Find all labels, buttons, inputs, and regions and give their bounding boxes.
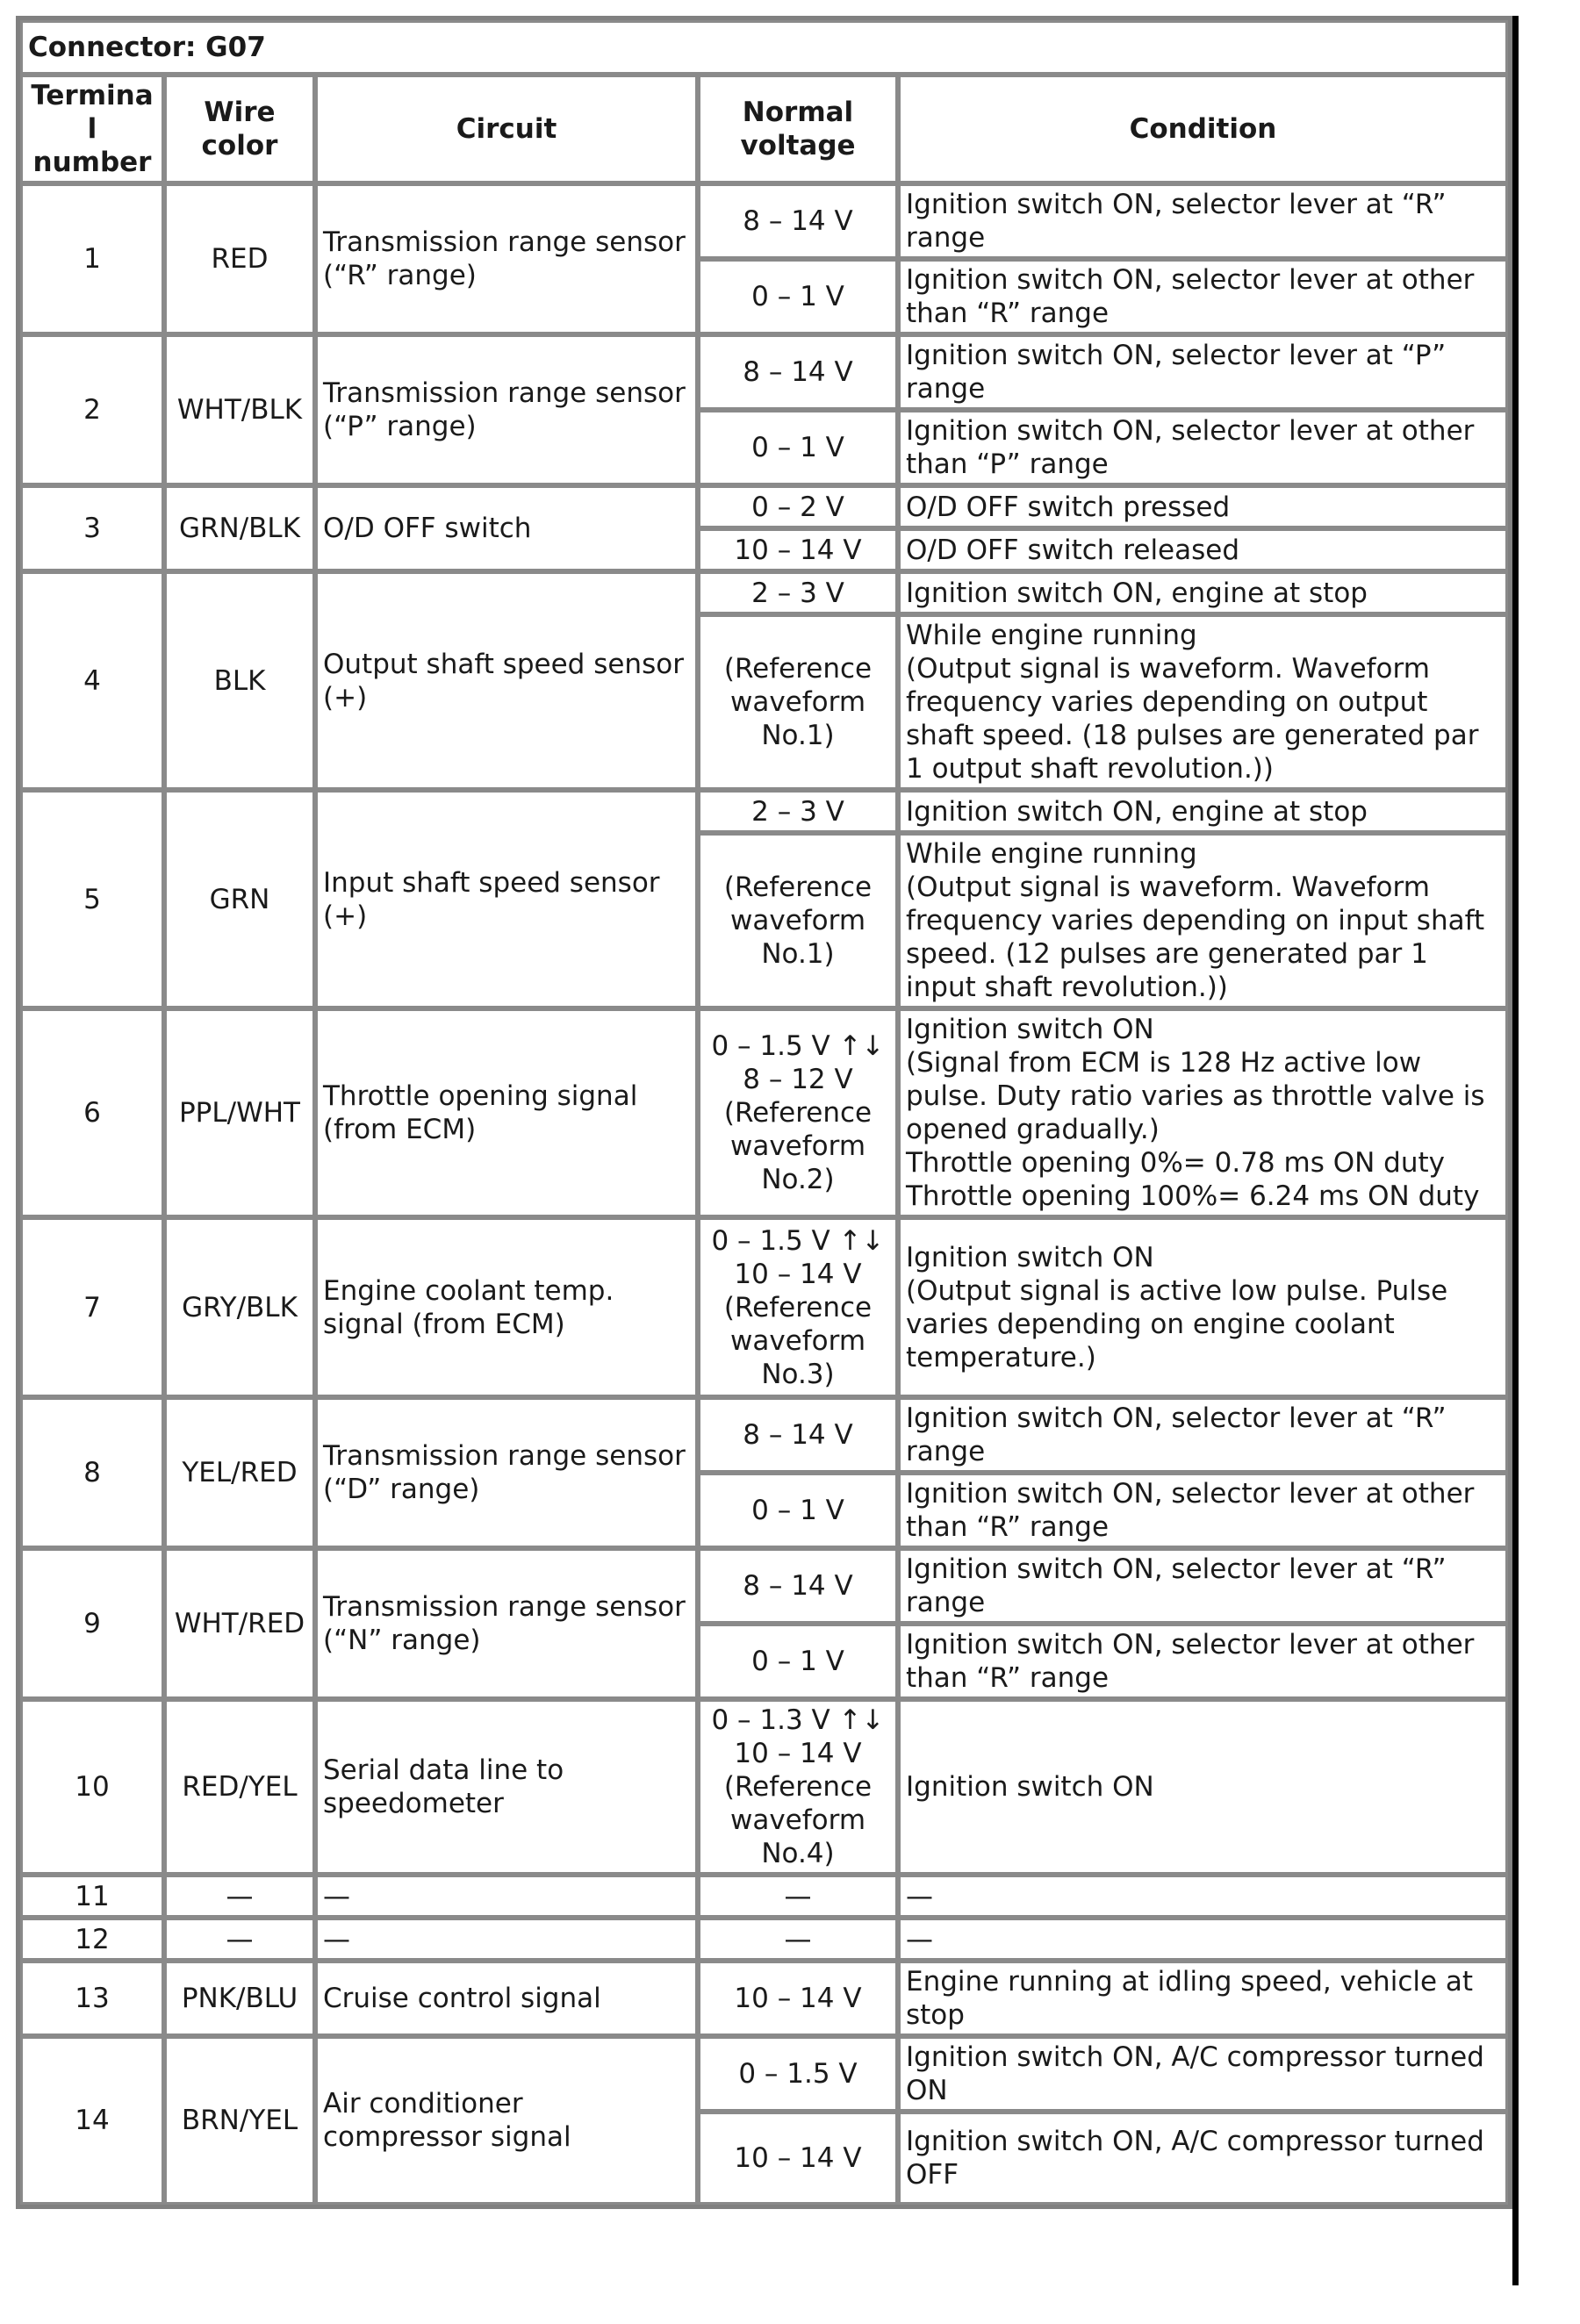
table-row: [20, 1875, 1508, 1918]
wire-color-cell: RED: [164, 183, 315, 334]
voltage-cell: 2 – 3 V: [698, 571, 898, 614]
terminal-cell: 3: [20, 485, 164, 571]
terminal-cell: 5: [20, 790, 164, 1008]
table-row: [20, 1918, 1508, 1961]
connector-table: [16, 16, 1512, 2209]
wire-color-cell: —: [164, 1875, 315, 1918]
condition-cell: Ignition switch ON, engine at stop: [898, 790, 1508, 833]
table-row: [20, 1397, 1508, 1473]
wire-color-cell: GRY/BLK: [164, 1217, 315, 1397]
voltage-cell: 8 – 14 V: [698, 1397, 898, 1473]
voltage-cell: 8 – 14 V: [698, 1548, 898, 1624]
table-row: [20, 1699, 1508, 1875]
table-body: [20, 183, 1508, 2205]
wire-color-cell: —: [164, 1918, 315, 1961]
wire-color-cell: BLK: [164, 571, 315, 790]
circuit-cell: Cruise control signal: [315, 1961, 698, 2036]
terminal-cell: 9: [20, 1548, 164, 1699]
condition-cell: Ignition switch ON, selector lever at other than “P” range: [898, 410, 1508, 485]
voltage-cell: (Reference waveform No.1): [698, 833, 898, 1008]
condition-cell: O/D OFF switch pressed: [898, 485, 1508, 528]
circuit-cell: Transmission range sensor (“N” range): [315, 1548, 698, 1699]
voltage-cell: 0 – 1.5 V ↑↓ 10 – 14 V (Reference waveform No.3): [698, 1217, 898, 1397]
voltage-cell: 8 – 14 V: [698, 183, 898, 259]
condition-cell: —: [898, 1918, 1508, 1961]
voltage-cell: 10 – 14 V: [698, 1961, 898, 2036]
terminal-cell: 4: [20, 571, 164, 790]
condition-cell: Ignition switch ON (Signal from ECM is 128 Hz active low pulse. Duty ratio varies as throttle valve is opened gradually.) Throttle opening 0%= 0.78 ms ON duty Throttle opening 100%= 6.24 ms ON duty: [898, 1008, 1508, 1217]
condition-cell: O/D OFF switch released: [898, 528, 1508, 571]
terminal-cell: 8: [20, 1397, 164, 1548]
table-row: [20, 334, 1508, 410]
circuit-cell: Input shaft speed sensor (+): [315, 790, 698, 1008]
wire-color-cell: WHT/RED: [164, 1548, 315, 1699]
circuit-cell: O/D OFF switch: [315, 485, 698, 571]
voltage-cell: 0 – 2 V: [698, 485, 898, 528]
voltage-cell: 0 – 1 V: [698, 1473, 898, 1548]
table-row: [20, 2036, 1508, 2112]
voltage-cell: 0 – 1.3 V ↑↓ 10 – 14 V (Reference waveform No.4): [698, 1699, 898, 1875]
circuit-cell: Engine coolant temp. signal (from ECM): [315, 1217, 698, 1397]
voltage-cell: 0 – 1.5 V: [698, 2036, 898, 2112]
header-circuit: Circuit: [315, 75, 698, 183]
table-row: [20, 571, 1508, 614]
condition-cell: While engine running (Output signal is waveform. Waveform frequency varies depending on input shaft speed. (12 pulses are generated par 1 input shaft revolution.)): [898, 833, 1508, 1008]
wire-color-cell: PPL/WHT: [164, 1008, 315, 1217]
header-normal-voltage: Normal voltage: [698, 75, 898, 183]
table-row: [20, 1961, 1508, 2036]
table-row: [20, 485, 1508, 528]
voltage-cell: —: [698, 1875, 898, 1918]
wire-color-cell: RED/YEL: [164, 1699, 315, 1875]
condition-cell: Ignition switch ON, A/C compressor turned OFF: [898, 2112, 1508, 2205]
condition-cell: Ignition switch ON, selector lever at “R” range: [898, 1548, 1508, 1624]
wire-color-cell: BRN/YEL: [164, 2036, 315, 2205]
voltage-cell: 0 – 1 V: [698, 410, 898, 485]
terminal-cell: 7: [20, 1217, 164, 1397]
wire-color-cell: WHT/BLK: [164, 334, 315, 485]
voltage-cell: 2 – 3 V: [698, 790, 898, 833]
table-row: [20, 790, 1508, 833]
terminal-cell: 10: [20, 1699, 164, 1875]
header-condition: Condition: [898, 75, 1508, 183]
table-row: [20, 183, 1508, 259]
voltage-cell: (Reference waveform No.1): [698, 614, 898, 790]
circuit-cell: Transmission range sensor (“R” range): [315, 183, 698, 334]
terminal-cell: 12: [20, 1918, 164, 1961]
header-wire-color: Wire color: [164, 75, 315, 183]
connector-title: Connector: G07: [20, 20, 1508, 75]
voltage-cell: 10 – 14 V: [698, 528, 898, 571]
connector-table-sheet: [16, 16, 1512, 2209]
circuit-cell: Transmission range sensor (“D” range): [315, 1397, 698, 1548]
condition-cell: Ignition switch ON, engine at stop: [898, 571, 1508, 614]
terminal-cell: 11: [20, 1875, 164, 1918]
wire-color-cell: PNK/BLU: [164, 1961, 315, 2036]
wire-color-cell: GRN: [164, 790, 315, 1008]
terminal-cell: 2: [20, 334, 164, 485]
terminal-cell: 6: [20, 1008, 164, 1217]
table-row: [20, 1008, 1508, 1217]
condition-cell: Ignition switch ON, A/C compressor turned ON: [898, 2036, 1508, 2112]
terminal-cell: 1: [20, 183, 164, 334]
condition-cell: Ignition switch ON, selector lever at “R” range: [898, 183, 1508, 259]
header-terminal-number: Terminal number: [20, 75, 164, 183]
circuit-cell: Serial data line to speedometer: [315, 1699, 698, 1875]
voltage-cell: 10 – 14 V: [698, 2112, 898, 2205]
circuit-cell: Throttle opening signal (from ECM): [315, 1008, 698, 1217]
condition-cell: Ignition switch ON (Output signal is active low pulse. Pulse varies depending on engine coolant temperature.): [898, 1217, 1508, 1397]
circuit-cell: Air conditioner compressor signal: [315, 2036, 698, 2205]
table-row: [20, 1548, 1508, 1624]
wire-color-cell: YEL/RED: [164, 1397, 315, 1548]
voltage-cell: —: [698, 1918, 898, 1961]
page-right-border: [1512, 16, 1519, 2285]
condition-cell: Ignition switch ON, selector lever at other than “R” range: [898, 259, 1508, 334]
circuit-cell: —: [315, 1918, 698, 1961]
voltage-cell: 0 – 1.5 V ↑↓ 8 – 12 V (Reference waveform No.2): [698, 1008, 898, 1217]
condition-cell: While engine running (Output signal is waveform. Waveform frequency varies depending on output shaft speed. (18 pulses are generated par 1 output shaft revolution.)): [898, 614, 1508, 790]
condition-cell: Ignition switch ON, selector lever at other than “R” range: [898, 1473, 1508, 1548]
voltage-cell: 8 – 14 V: [698, 334, 898, 410]
circuit-cell: Transmission range sensor (“P” range): [315, 334, 698, 485]
circuit-cell: —: [315, 1875, 698, 1918]
terminal-cell: 14: [20, 2036, 164, 2205]
condition-cell: —: [898, 1875, 1508, 1918]
condition-cell: Engine running at idling speed, vehicle at stop: [898, 1961, 1508, 2036]
condition-cell: Ignition switch ON: [898, 1699, 1508, 1875]
voltage-cell: 0 – 1 V: [698, 1624, 898, 1699]
voltage-cell: 0 – 1 V: [698, 259, 898, 334]
condition-cell: Ignition switch ON, selector lever at “R” range: [898, 1397, 1508, 1473]
terminal-cell: 13: [20, 1961, 164, 2036]
table-row: [20, 1217, 1508, 1397]
condition-cell: Ignition switch ON, selector lever at “P” range: [898, 334, 1508, 410]
wire-color-cell: GRN/BLK: [164, 485, 315, 571]
condition-cell: Ignition switch ON, selector lever at other than “R” range: [898, 1624, 1508, 1699]
circuit-cell: Output shaft speed sensor (+): [315, 571, 698, 790]
